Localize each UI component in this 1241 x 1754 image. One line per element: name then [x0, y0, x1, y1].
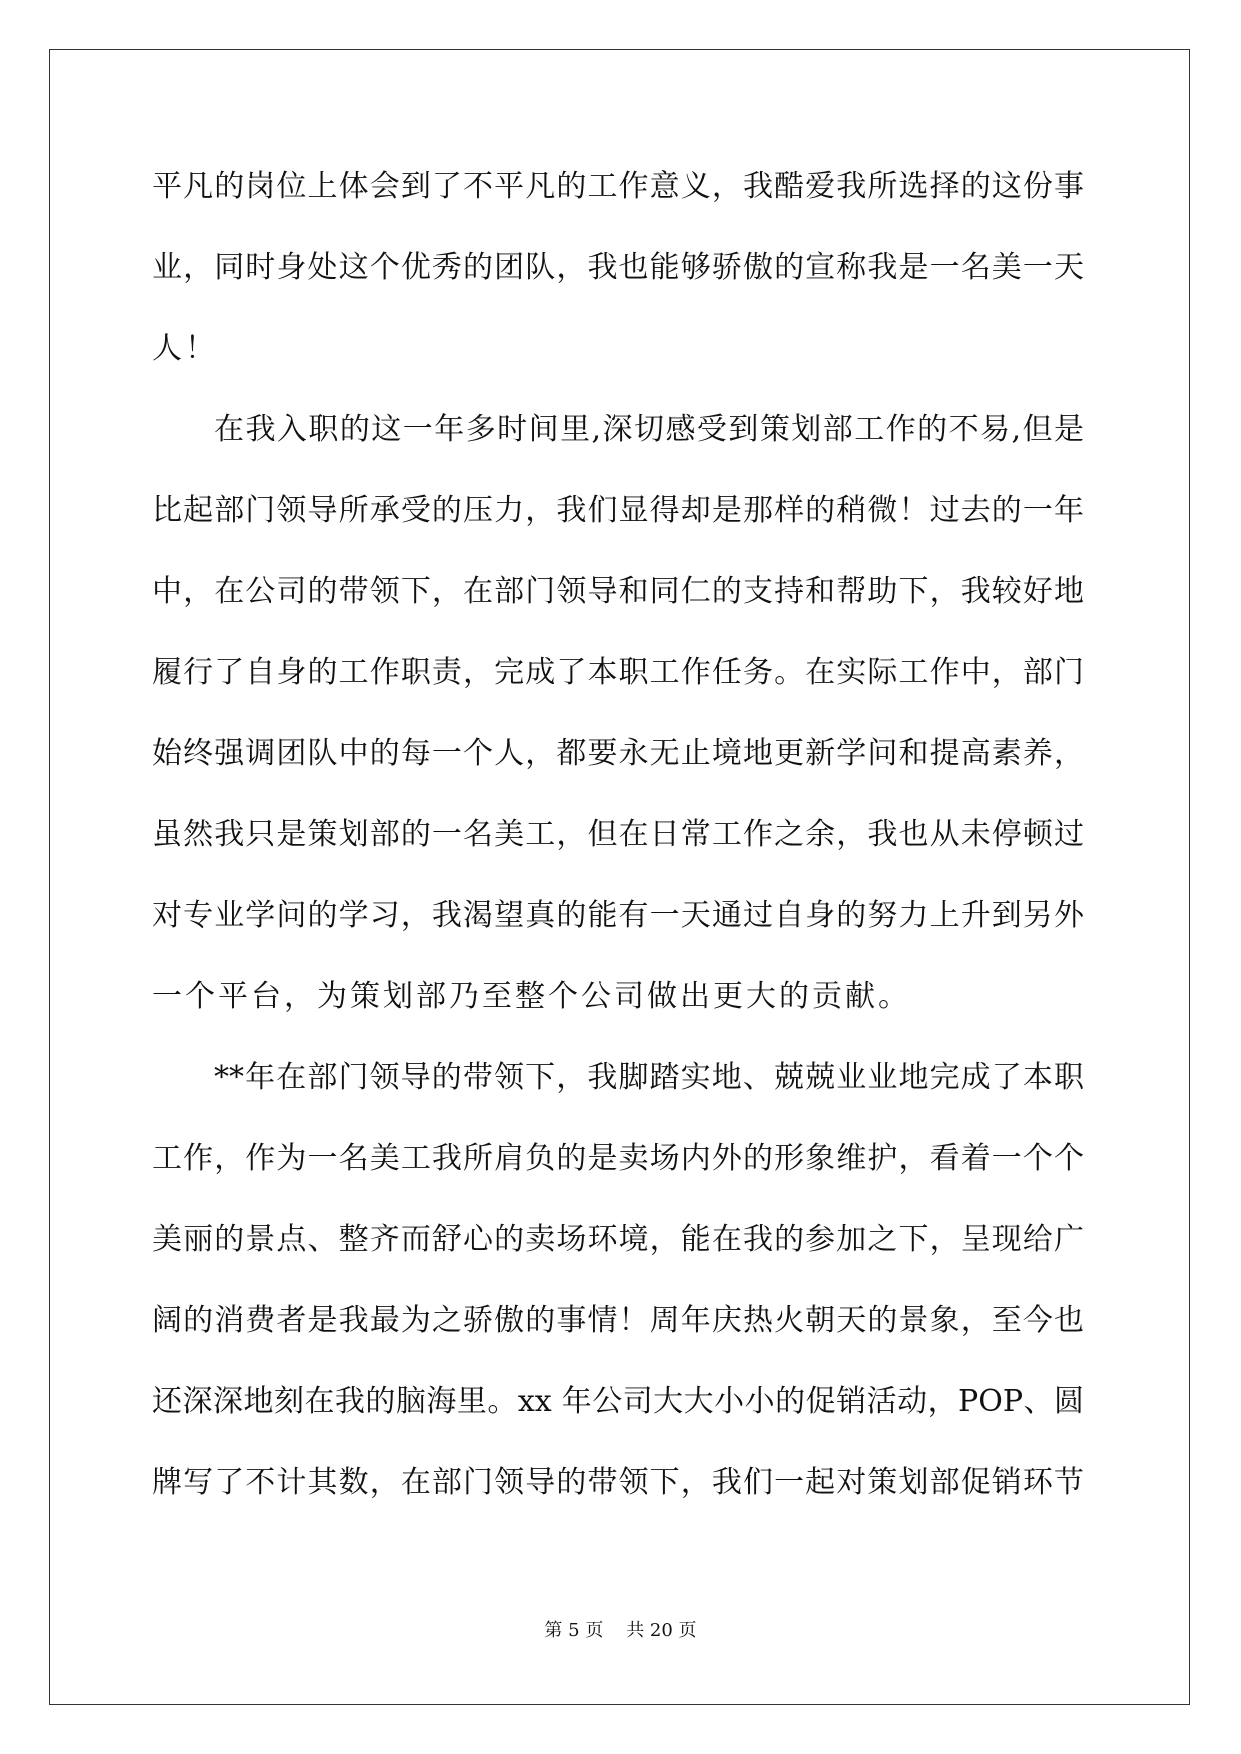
text-line: 中，在公司的带领下，在部门领导和同仁的支持和帮助下，我较好地	[152, 574, 1084, 609]
text-line: 履行了自身的工作职责，完成了本职工作任务。在实际工作中，部门	[152, 655, 1084, 690]
document-body	[152, 163, 1084, 1540]
text-line: 在我入职的这一年多时间里,深切感受到策划部工作的不易,但是	[214, 412, 1084, 447]
page-footer: 第 5 页 共 20 页	[544, 1620, 697, 1641]
text-line: 对专业学问的学习，我渴望真的能有一天通过自身的努力上升到另外	[152, 898, 1084, 933]
text-line: 虽然我只是策划部的一名美工，但在日常工作之余，我也从未停顿过	[152, 817, 1084, 852]
text-line: 美丽的景点、整齐而舒心的卖场环境，能在我的参加之下，呈现给广	[152, 1222, 1084, 1257]
text-line: 平凡的岗位上体会到了不平凡的工作意义，我酷爱我所选择的这份事	[152, 169, 1084, 204]
text-line: 牌写了不计其数，在部门领导的带领下，我们一起对策划部促销环节	[152, 1465, 1084, 1500]
text-line: 业，同时身处这个优秀的团队，我也能够骄傲的宣称我是一名美一天	[152, 250, 1084, 285]
text-line: 阔的消费者是我最为之骄傲的事情！周年庆热火朝天的景象，至今也	[152, 1303, 1084, 1338]
text-line: 比起部门领导所承受的压力，我们显得却是那样的稍微！过去的一年	[152, 493, 1084, 528]
text-line: 始终强调团队中的每一个人，都要永无止境地更新学问和提高素养，	[152, 736, 1084, 771]
text-line: 工作，作为一名美工我所肩负的是卖场内外的形象维护，看着一个个	[152, 1141, 1084, 1176]
text-line: 还深深地刻在我的脑海里。xx 年公司大大小小的促销活动，POP、圆	[152, 1384, 1084, 1419]
text-line: 人！	[152, 331, 218, 366]
text-line: 一个平台，为策划部乃至整个公司做出更大的贡献。	[152, 979, 911, 1014]
text-line: **年在部门领导的带领下，我脚踏实地、兢兢业业地完成了本职	[214, 1060, 1084, 1095]
